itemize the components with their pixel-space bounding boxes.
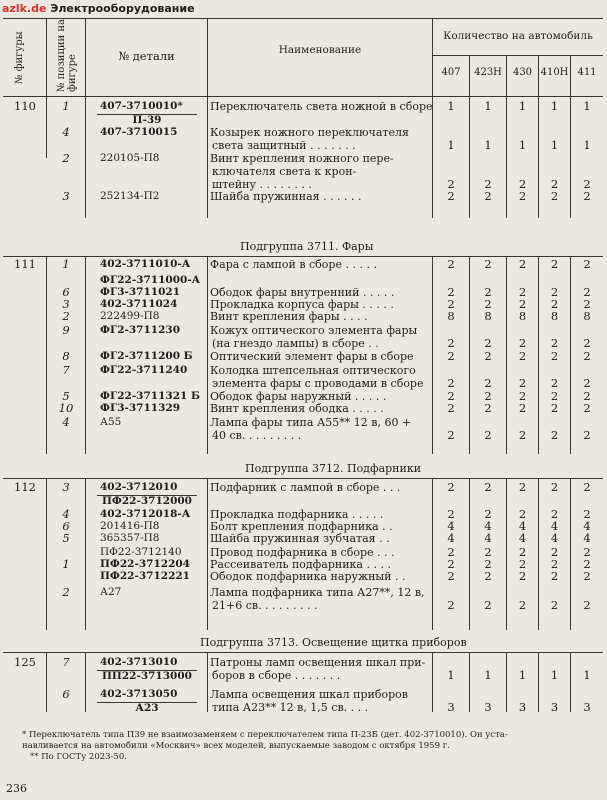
quantity: 2 bbox=[550, 428, 559, 442]
col-rule bbox=[207, 652, 208, 712]
item-name: Провод подфарника в сборе . . . bbox=[210, 546, 395, 559]
quantity: 2 bbox=[447, 336, 455, 350]
watermark: azlk.de bbox=[2, 2, 47, 15]
item-name-cont: 21+6 св. . . . . . . . . bbox=[212, 599, 318, 612]
quantity: 4 bbox=[583, 531, 591, 545]
header-bottom-rule bbox=[3, 96, 603, 97]
quantity: 2 bbox=[484, 545, 492, 559]
quantity: 2 bbox=[447, 507, 455, 521]
quantity: 2 bbox=[518, 297, 527, 311]
item-name: Ободок фары внутренний . . . . . bbox=[210, 286, 395, 299]
quantity: 2 bbox=[583, 297, 591, 311]
part-number-alt: П-39 bbox=[132, 114, 162, 126]
quantity: 2 bbox=[484, 557, 492, 571]
quantity: 2 bbox=[583, 428, 591, 442]
quantity: 2 bbox=[447, 557, 455, 571]
part-number: 402-3713050 bbox=[100, 688, 178, 700]
quantity: 2 bbox=[484, 376, 492, 390]
item-name: Оптический элемент фары в сборе bbox=[210, 350, 414, 363]
model-430: 430 bbox=[512, 67, 533, 78]
quantity: 8 bbox=[583, 309, 591, 323]
quantity: 2 bbox=[518, 428, 527, 442]
quantity: 2 bbox=[484, 257, 492, 271]
quantity: 2 bbox=[484, 336, 492, 350]
part-number: 402-3712010 bbox=[100, 481, 178, 493]
page-number: 236 bbox=[6, 782, 27, 795]
item-name: Фара с лампой в сборе . . . . . bbox=[210, 258, 377, 271]
quantity: 2 bbox=[484, 480, 492, 494]
figure-number: 111 bbox=[14, 257, 36, 271]
figure-number: 110 bbox=[14, 99, 36, 113]
quantity: 2 bbox=[447, 598, 455, 612]
quantity: 2 bbox=[447, 401, 455, 415]
quantity: 2 bbox=[550, 569, 559, 583]
quantity: 2 bbox=[518, 376, 527, 390]
part-number: 402-3711010-А bbox=[100, 258, 191, 270]
quantity: 2 bbox=[583, 507, 591, 521]
part-number: 365357-П8 bbox=[100, 532, 160, 544]
quantity: 2 bbox=[583, 285, 591, 299]
part-number: 220105-П8 bbox=[100, 152, 160, 164]
quantity: 1 bbox=[447, 99, 455, 113]
position-number: 7 bbox=[62, 655, 70, 669]
quantity: 2 bbox=[518, 257, 527, 271]
item-name-cont: штейну . . . . . . . . bbox=[212, 178, 312, 191]
item-name: Лампа подфарника типа А27**, 12 в, bbox=[210, 586, 425, 599]
item-name: Винт крепления ободка . . . . . bbox=[210, 402, 384, 415]
part-number: ФГ3-3711329 bbox=[100, 402, 181, 414]
item-name: Шайба пружинная зубчатая . . bbox=[210, 532, 390, 545]
col-header-position: № позиции на фигуре bbox=[56, 18, 78, 92]
part-number: ФГ22-3711000-А bbox=[100, 274, 201, 286]
col-header-qty: Количество на автомобиль bbox=[443, 30, 593, 42]
item-name: Ободок фары наружный . . . . . bbox=[210, 390, 387, 403]
model-410n: 410Н bbox=[540, 67, 569, 78]
quantity: 2 bbox=[550, 480, 559, 494]
position-number: 2 bbox=[62, 151, 70, 165]
quantity: 4 bbox=[550, 531, 559, 545]
position-number: 1 bbox=[62, 257, 70, 271]
quantity: 1 bbox=[518, 138, 527, 152]
quantity: 1 bbox=[550, 138, 559, 152]
col-rule bbox=[85, 256, 86, 454]
col-rule bbox=[207, 478, 208, 630]
quantity: 1 bbox=[447, 138, 455, 152]
footnote-3: ** По ГОСТу 2023-50. bbox=[30, 752, 127, 762]
quantity: 1 bbox=[550, 99, 559, 113]
quantity: 2 bbox=[518, 507, 527, 521]
quantity: 2 bbox=[518, 285, 527, 299]
quantity: 2 bbox=[447, 428, 455, 442]
quantity: 2 bbox=[484, 297, 492, 311]
quantity: 1 bbox=[583, 668, 591, 682]
quantity: 2 bbox=[518, 598, 527, 612]
quantity: 2 bbox=[518, 189, 527, 203]
quantity: 4 bbox=[447, 519, 455, 533]
quantity: 1 bbox=[583, 138, 591, 152]
qty-sub-rule bbox=[432, 55, 603, 56]
quantity: 2 bbox=[447, 480, 455, 494]
quantity: 8 bbox=[447, 309, 455, 323]
position-number: 7 bbox=[62, 363, 70, 377]
part-number: 222499-П8 bbox=[100, 310, 160, 322]
subgroup-3711: Подгруппа 3711. Фары bbox=[240, 240, 374, 253]
quantity: 2 bbox=[550, 349, 559, 363]
quantity: 2 bbox=[447, 177, 455, 191]
quantity: 3 bbox=[550, 700, 559, 714]
position-number: 4 bbox=[62, 415, 70, 429]
col-header-part: № детали bbox=[118, 49, 175, 63]
item-name: Лампа освещения шкал приборов bbox=[210, 688, 408, 701]
item-name: Подфарник с лампой в сборе . . . bbox=[210, 481, 401, 494]
item-name: Кожух оптического элемента фары bbox=[210, 324, 418, 337]
quantity: 2 bbox=[518, 177, 527, 191]
model-423n: 423Н bbox=[474, 67, 502, 78]
position-number: 4 bbox=[62, 507, 70, 521]
col-header-name: Наименование bbox=[278, 44, 362, 56]
quantity: 2 bbox=[447, 297, 455, 311]
part-number: 402-3711024 bbox=[100, 298, 178, 310]
figure-number: 125 bbox=[14, 655, 36, 669]
quantity: 4 bbox=[447, 531, 455, 545]
quantity: 3 bbox=[518, 700, 527, 714]
item-name-cont: (на гнездо лампы) в сборе . . bbox=[212, 337, 379, 350]
quantity: 2 bbox=[583, 557, 591, 571]
item-name-cont: элемента фары с проводами в сборе bbox=[212, 377, 424, 390]
position-number: 3 bbox=[62, 480, 70, 494]
position-number: 5 bbox=[62, 389, 70, 403]
subgroup-3713: Подгруппа 3713. Освещение щитка приборов bbox=[200, 636, 467, 649]
quantity: 2 bbox=[518, 480, 527, 494]
part-number-alt: А23 bbox=[135, 702, 159, 714]
item-name-cont: ключателя света к крон- bbox=[212, 165, 357, 178]
quantity: 1 bbox=[484, 668, 492, 682]
quantity: 2 bbox=[583, 177, 591, 191]
quantity: 2 bbox=[583, 389, 591, 403]
item-name: Козырек ножного переключателя bbox=[210, 126, 409, 139]
col-rule bbox=[207, 256, 208, 454]
footnote-2: навливается на автомобили «Москвич» всех моделей, выпускаемые заводом с октября 1959 г. bbox=[22, 741, 450, 751]
quantity: 2 bbox=[550, 376, 559, 390]
quantity: 2 bbox=[447, 257, 455, 271]
part-number: ФГ3-3711021 bbox=[100, 286, 181, 298]
part-number-alt: ПФ22-3712000 bbox=[102, 495, 192, 507]
position-number: 3 bbox=[62, 189, 70, 203]
quantity: 2 bbox=[484, 401, 492, 415]
subgroup-3712: Подгруппа 3712. Подфарники bbox=[245, 462, 422, 475]
position-number: 3 bbox=[62, 297, 70, 311]
quantity: 2 bbox=[484, 189, 492, 203]
col-rule bbox=[46, 478, 47, 630]
item-name-cont: света защитный . . . . . . . bbox=[212, 139, 356, 152]
quantity: 2 bbox=[550, 257, 559, 271]
part-number: ФГ22-3711321 Б bbox=[100, 390, 200, 402]
quantity: 1 bbox=[550, 668, 559, 682]
item-name: Винт крепления фары . . . . bbox=[210, 310, 368, 323]
part-number: 407-3710015 bbox=[100, 126, 178, 138]
position-number: 9 bbox=[62, 323, 70, 337]
table-top-rule bbox=[3, 18, 603, 19]
item-name: Шайба пружинная . . . . . . bbox=[210, 190, 362, 203]
part-number-alt: ПП22-3713000 bbox=[102, 670, 192, 682]
model-407: 407 bbox=[441, 67, 461, 78]
item-name: Рассеиватель подфарника . . . . bbox=[210, 558, 391, 571]
part-number: 252134-П2 bbox=[100, 190, 160, 202]
quantity: 2 bbox=[518, 401, 527, 415]
quantity: 2 bbox=[550, 189, 559, 203]
position-number: 10 bbox=[58, 401, 74, 415]
quantity: 2 bbox=[550, 401, 559, 415]
quantity: 2 bbox=[550, 557, 559, 571]
section-title: Электрооборудование bbox=[50, 2, 195, 15]
quantity: 2 bbox=[484, 389, 492, 403]
part-number: ФГ22-3711240 bbox=[100, 364, 188, 376]
quantity: 2 bbox=[550, 285, 559, 299]
quantity: 2 bbox=[583, 349, 591, 363]
quantity: 1 bbox=[484, 138, 492, 152]
section-rule bbox=[3, 652, 603, 653]
position-number: 1 bbox=[62, 99, 70, 113]
quantity: 8 bbox=[550, 309, 559, 323]
quantity: 2 bbox=[484, 428, 492, 442]
col-rule bbox=[85, 18, 86, 218]
quantity: 4 bbox=[484, 519, 492, 533]
part-number: 201416-П8 bbox=[100, 520, 160, 532]
part-number: 402-3713010 bbox=[100, 656, 178, 668]
quantity: 3 bbox=[484, 700, 492, 714]
page-header bbox=[2, 2, 195, 15]
quantity: 1 bbox=[518, 99, 527, 113]
position-number: 6 bbox=[62, 519, 70, 533]
quantity: 1 bbox=[518, 668, 527, 682]
part-number: ФГ2-3711230 bbox=[100, 324, 181, 336]
quantity: 2 bbox=[518, 336, 527, 350]
quantity: 2 bbox=[447, 569, 455, 583]
quantity: 1 bbox=[484, 99, 492, 113]
item-name-cont: боров в сборе . . . . . . . bbox=[212, 669, 341, 682]
quantity: 2 bbox=[550, 545, 559, 559]
part-number: ПФ22-3712221 bbox=[100, 570, 190, 582]
position-number: 5 bbox=[62, 531, 70, 545]
quantity: 2 bbox=[518, 557, 527, 571]
quantity: 2 bbox=[484, 285, 492, 299]
position-number: 1 bbox=[62, 557, 70, 571]
quantity: 2 bbox=[484, 349, 492, 363]
model-411: 411 bbox=[577, 67, 597, 78]
item-name: Прокладка подфарника . . . . . bbox=[210, 508, 384, 521]
quantity: 8 bbox=[518, 309, 527, 323]
quantity: 8 bbox=[484, 309, 492, 323]
quantity: 2 bbox=[518, 349, 527, 363]
col-rule bbox=[85, 652, 86, 712]
quantity: 4 bbox=[484, 531, 492, 545]
position-number: 8 bbox=[62, 349, 70, 363]
quantity: 2 bbox=[447, 189, 455, 203]
col-rule bbox=[85, 478, 86, 630]
figure-number: 112 bbox=[14, 480, 36, 494]
quantity: 2 bbox=[583, 336, 591, 350]
item-name: Болт крепления подфарника . . bbox=[210, 520, 393, 533]
quantity: 2 bbox=[447, 349, 455, 363]
quantity: 2 bbox=[550, 389, 559, 403]
quantity: 2 bbox=[583, 545, 591, 559]
position-number: 6 bbox=[62, 687, 70, 701]
position-number: 6 bbox=[62, 285, 70, 299]
item-name: Прокладка корпуса фары . . . . . bbox=[210, 298, 394, 311]
item-name-cont: 40 св. . . . . . . . . bbox=[212, 429, 302, 442]
quantity: 2 bbox=[518, 545, 527, 559]
quantity: 2 bbox=[583, 257, 591, 271]
quantity: 2 bbox=[484, 177, 492, 191]
quantity: 2 bbox=[518, 389, 527, 403]
quantity: 2 bbox=[447, 389, 455, 403]
quantity: 2 bbox=[550, 297, 559, 311]
quantity: 2 bbox=[447, 545, 455, 559]
quantity: 3 bbox=[583, 700, 591, 714]
quantity: 2 bbox=[447, 285, 455, 299]
position-number: 4 bbox=[62, 125, 70, 139]
quantity: 2 bbox=[583, 376, 591, 390]
quantity: 1 bbox=[447, 668, 455, 682]
section-rule bbox=[3, 478, 603, 479]
quantity: 2 bbox=[484, 507, 492, 521]
part-number: ФГ2-3711200 Б bbox=[100, 350, 193, 362]
item-name: Переключатель света ножной в сборе bbox=[210, 100, 433, 113]
part-number: ПФ22-3712204 bbox=[100, 558, 190, 570]
quantity: 4 bbox=[518, 519, 527, 533]
part-number: 402-3712018-А bbox=[100, 508, 191, 520]
quantity: 4 bbox=[583, 519, 591, 533]
quantity: 2 bbox=[583, 569, 591, 583]
footnote-1: * Переключатель типа П39 не взаимозаменяем с переключателем типа П-23Б (дет. 402-3710010). Он уста- bbox=[22, 730, 508, 740]
item-name: Колодка штепсельная оптического bbox=[210, 364, 416, 377]
position-number: 2 bbox=[62, 309, 70, 323]
quantity: 2 bbox=[484, 598, 492, 612]
quantity: 4 bbox=[550, 519, 559, 533]
quantity: 2 bbox=[518, 569, 527, 583]
quantity: 4 bbox=[518, 531, 527, 545]
quantity: 1 bbox=[583, 99, 591, 113]
quantity: 2 bbox=[550, 336, 559, 350]
quantity: 2 bbox=[583, 401, 591, 415]
item-name: Ободок подфарника наружный . . bbox=[210, 570, 406, 583]
item-name: Винт крепления ножного пере- bbox=[210, 152, 394, 165]
quantity: 2 bbox=[550, 177, 559, 191]
quantity: 2 bbox=[484, 569, 492, 583]
item-name-cont: типа А23** 12 в, 1,5 св. . . . bbox=[212, 701, 369, 714]
item-name: Лампа фары типа А55** 12 в, 60 + bbox=[210, 416, 412, 429]
col-header-figure: № фигуры bbox=[14, 31, 25, 84]
quantity: 2 bbox=[583, 189, 591, 203]
position-number: 2 bbox=[62, 585, 70, 599]
part-number: 407-3710010* bbox=[100, 100, 183, 112]
part-number: ПФ22-3712140 bbox=[100, 546, 182, 558]
quantity: 3 bbox=[447, 700, 455, 714]
item-name: Патроны ламп освещения шкал при- bbox=[210, 656, 426, 669]
quantity: 2 bbox=[583, 598, 591, 612]
section-rule bbox=[3, 256, 603, 257]
part-number: А27 bbox=[100, 586, 122, 598]
quantity: 2 bbox=[583, 480, 591, 494]
part-number: А55 bbox=[100, 416, 122, 428]
quantity: 2 bbox=[447, 376, 455, 390]
quantity: 2 bbox=[550, 507, 559, 521]
quantity: 2 bbox=[550, 598, 559, 612]
